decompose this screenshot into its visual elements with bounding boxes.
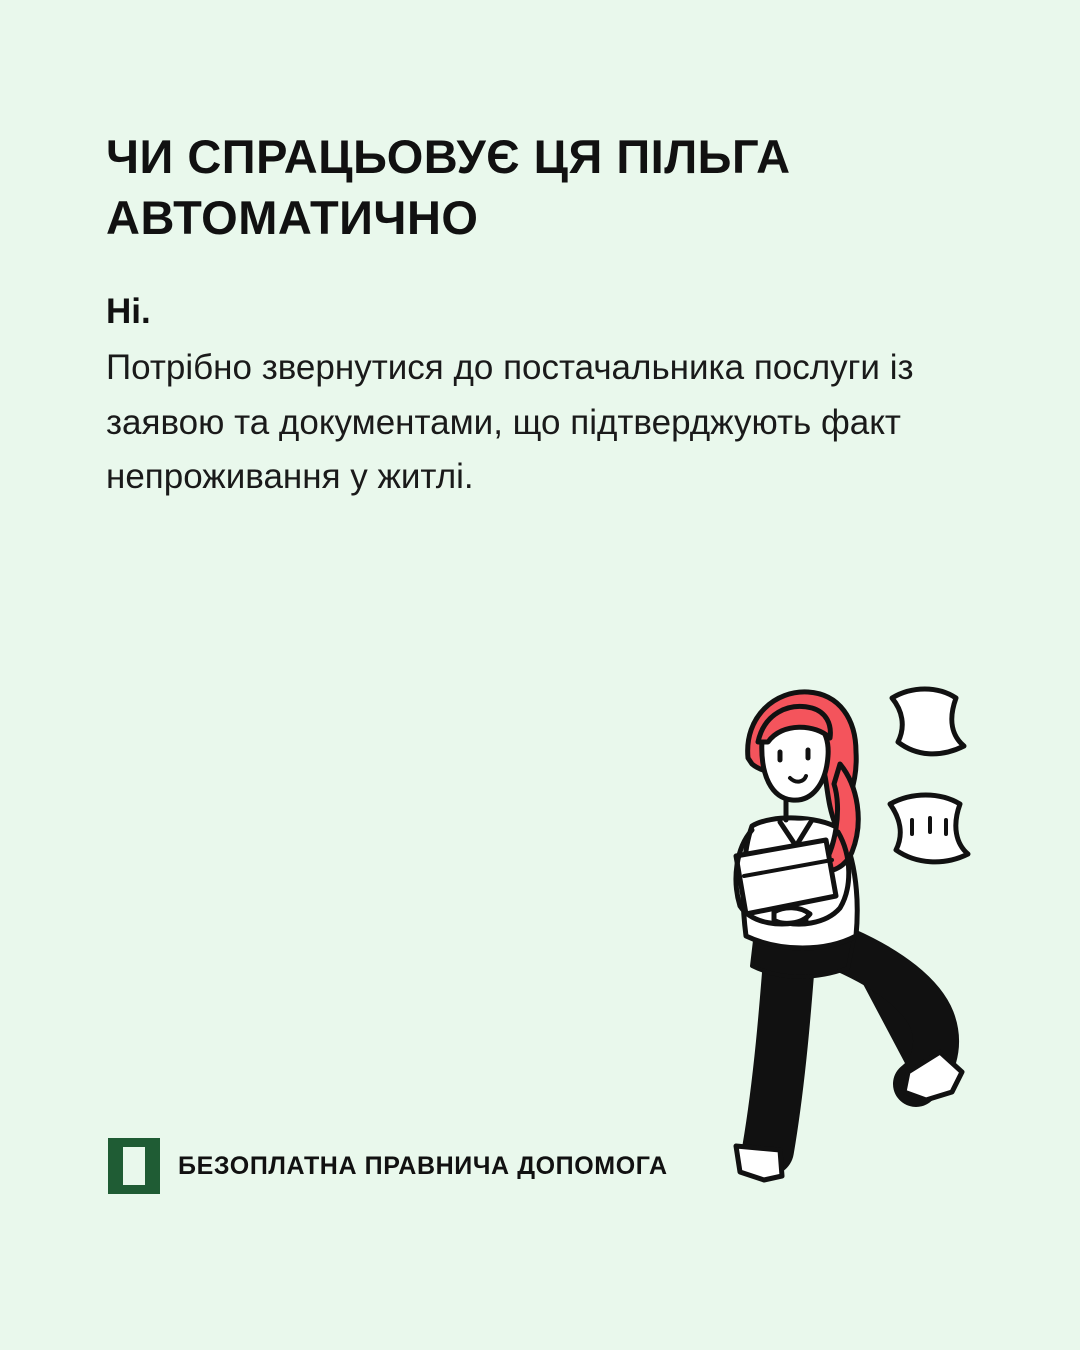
page-title: ЧИ СПРАЦЬОВУЄ ЦЯ ПІЛЬГА АВТОМАТИЧНО [106, 130, 791, 244]
answer-label: Ні. [106, 292, 151, 331]
bracket-logo-icon [108, 1138, 160, 1194]
body-paragraph: Потрібно звернутися до постачальника послуги із заявою та документами, що підтверджують факт непроживання у житлі. [106, 348, 914, 496]
logo-text: БЕЗОПЛАТНА ПРАВНИЧА ДОПОМОГА [178, 1151, 668, 1180]
body-text-block [106, 288, 1006, 504]
logo [108, 1138, 668, 1194]
woman-running-with-documents-illustration [640, 680, 1040, 1220]
